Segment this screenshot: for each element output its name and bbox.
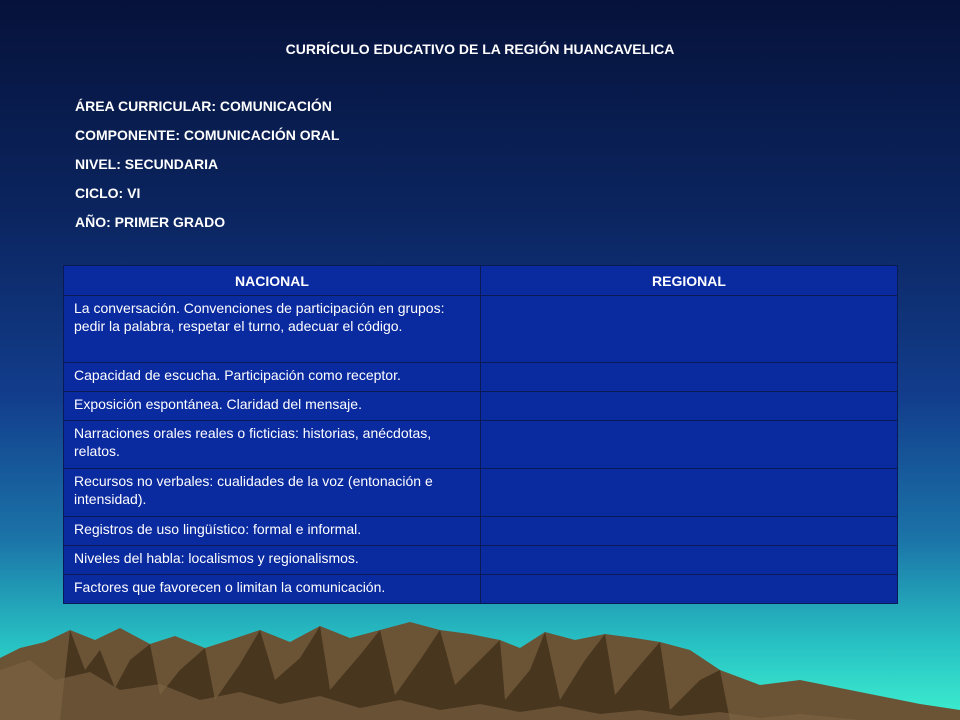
nacional-cell: Recursos no verbales: cualidades de la voz (entonación e intensidad). bbox=[64, 469, 481, 517]
curriculum-table bbox=[63, 265, 898, 604]
meta-cycle: CICLO: VI bbox=[75, 185, 141, 201]
table-row bbox=[64, 363, 898, 392]
regional-cell bbox=[481, 296, 898, 363]
meta-component: COMPONENTE: COMUNICACIÓN ORAL bbox=[75, 127, 340, 143]
meta-year: AÑO: PRIMER GRADO bbox=[75, 214, 226, 230]
table-row bbox=[64, 546, 898, 575]
regional-cell bbox=[481, 363, 898, 392]
nacional-cell: La conversación. Convenciones de participación en grupos: pedir la palabra, respetar el turno, adecuar el código. bbox=[64, 296, 481, 363]
regional-cell bbox=[481, 469, 898, 517]
regional-cell bbox=[481, 421, 898, 469]
nacional-cell: Narraciones orales reales o ficticias: historias, anécdotas, relatos. bbox=[64, 421, 481, 469]
table-row bbox=[64, 469, 898, 517]
table-row bbox=[64, 296, 898, 363]
table-row bbox=[64, 392, 898, 421]
meta-area: ÁREA CURRICULAR: COMUNICACIÓN bbox=[75, 98, 332, 114]
meta-level: NIVEL: SECUNDARIA bbox=[75, 156, 219, 172]
nacional-cell: Registros de uso lingüístico: formal e informal. bbox=[64, 517, 481, 546]
regional-cell bbox=[481, 517, 898, 546]
header-nacional: NACIONAL bbox=[64, 266, 481, 296]
nacional-cell: Niveles del habla: localismos y regionalismos. bbox=[64, 546, 481, 575]
table-row bbox=[64, 421, 898, 469]
table-header-row bbox=[64, 266, 898, 296]
nacional-cell: Factores que favorecen o limitan la comunicación. bbox=[64, 575, 481, 604]
regional-cell bbox=[481, 392, 898, 421]
header-regional: REGIONAL bbox=[481, 266, 898, 296]
regional-cell bbox=[481, 546, 898, 575]
curriculum-meta bbox=[75, 98, 339, 243]
nacional-cell: Capacidad de escucha. Participación como receptor. bbox=[64, 363, 481, 392]
table-row bbox=[64, 517, 898, 546]
mountain-range-illustration bbox=[0, 600, 960, 720]
nacional-cell: Exposición espontánea. Claridad del mensaje. bbox=[64, 392, 481, 421]
slide-title: CURRÍCULO EDUCATIVO DE LA REGIÓN HUANCAVELICA bbox=[285, 41, 675, 57]
